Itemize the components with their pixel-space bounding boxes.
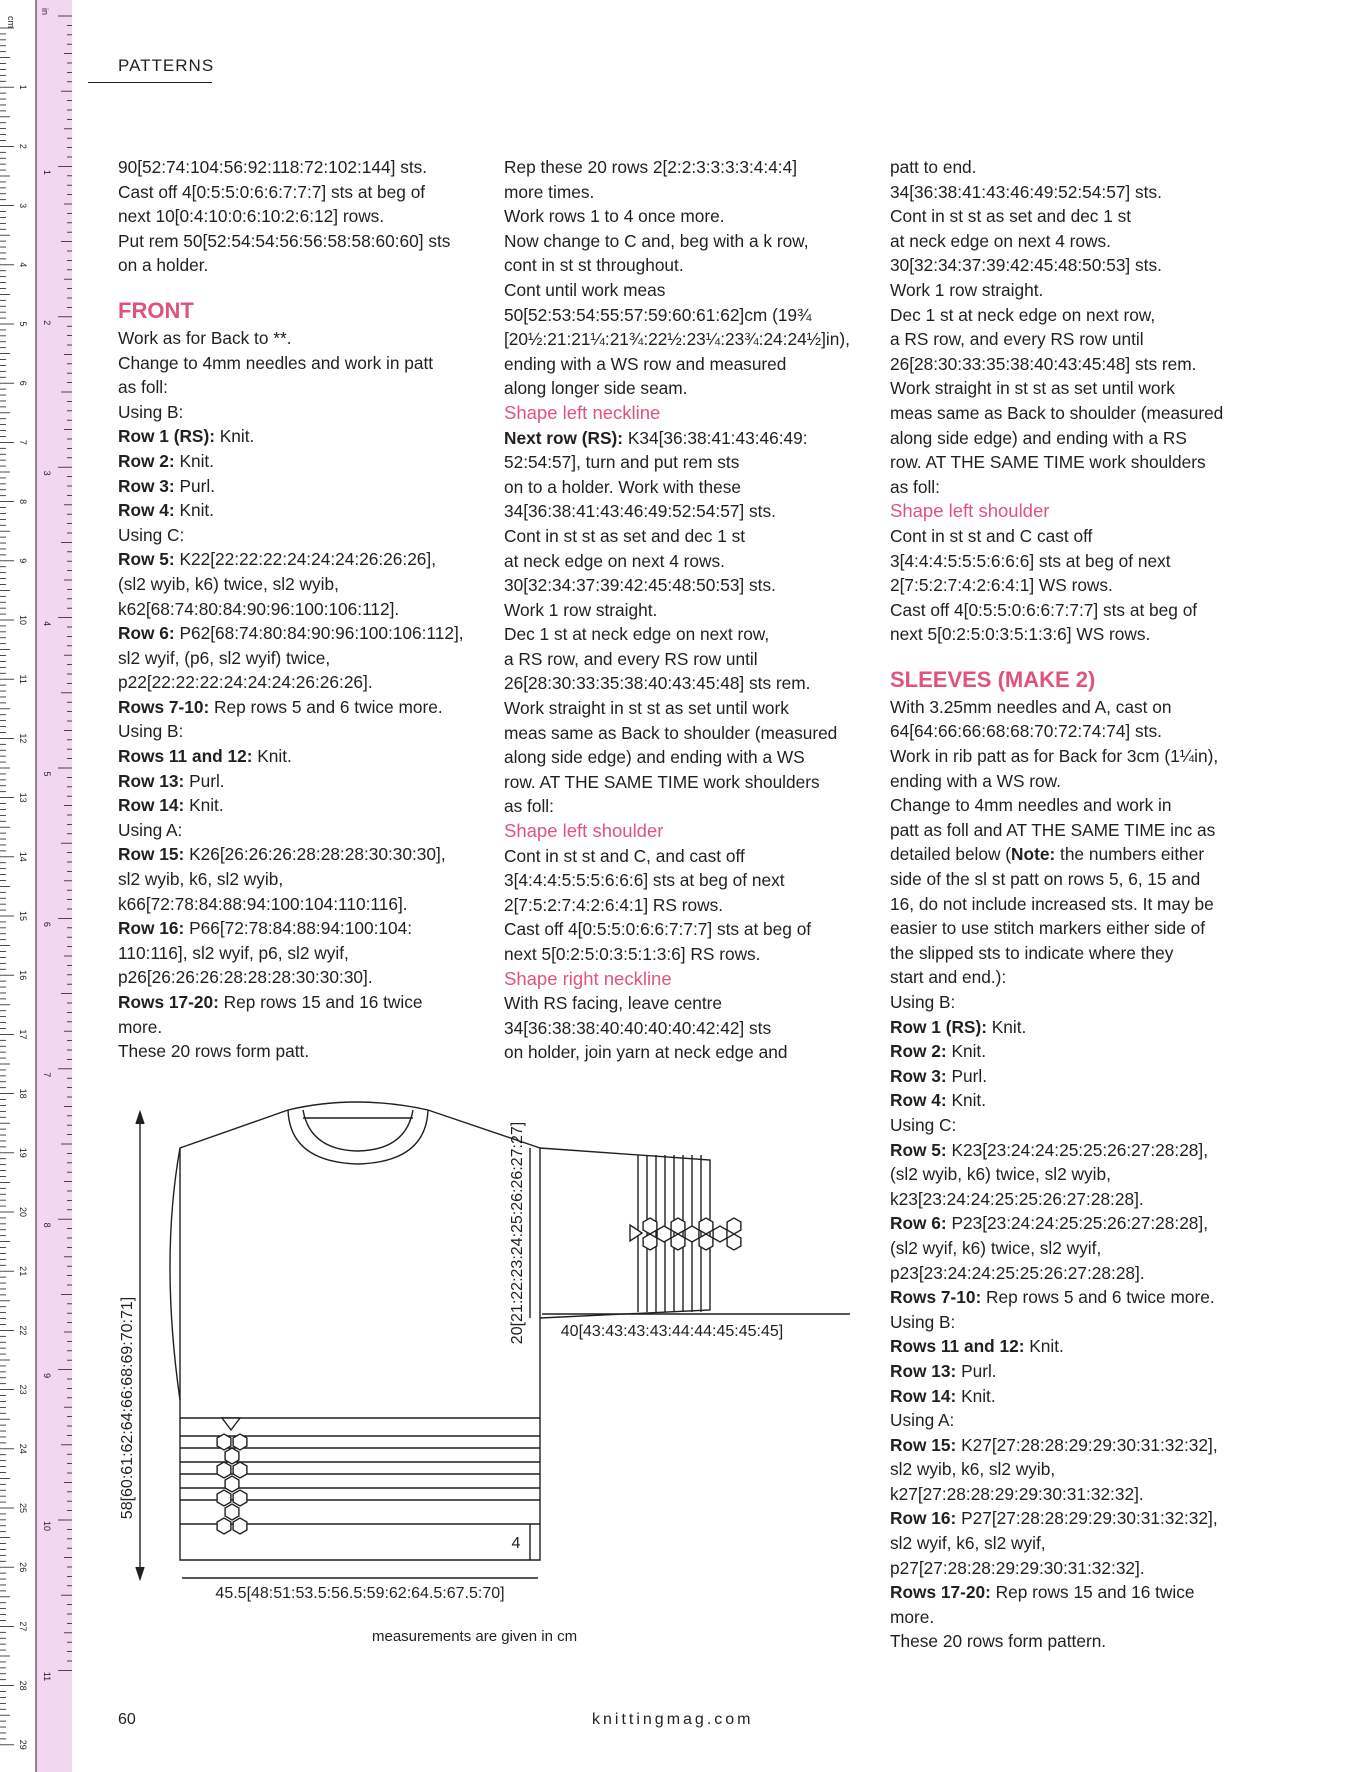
text-line: Using A: (890, 1410, 955, 1431)
text-line: Cont in st st and C, and cast off (504, 845, 745, 866)
ruler-in-label: 4 (42, 621, 52, 627)
text-column-3 (890, 155, 1250, 1654)
text-line: 30[32:34:37:39:42:45:48:50:53] sts. (890, 255, 1162, 276)
text-line: p26[26:26:26:28:28:28:30:30:30]. (118, 967, 373, 988)
ruler-in-label: 7 (42, 1072, 52, 1078)
hexagon-motif (233, 1518, 247, 1534)
text-line: 34[36:38:41:43:46:49:52:54:57] sts. (504, 501, 776, 522)
row-label: Rows 11 and 12: (890, 1336, 1025, 1357)
hexagon-motif (699, 1234, 713, 1250)
text-line: Using C: (890, 1114, 957, 1135)
neck-band (303, 1110, 413, 1151)
row-instruction (890, 1138, 1250, 1163)
text-line: next 5[0:2:5:0:3:5:1:3:6] RS rows. (504, 944, 761, 964)
ruler-cm-label: 20 (18, 1206, 28, 1218)
text-line: Cont until work meas (504, 279, 666, 300)
text-line: row. AT THE SAME TIME work shoulders (890, 452, 1206, 473)
hexagon-motif (233, 1490, 247, 1506)
text-line: 52:54:57], turn and put rem sts (504, 452, 740, 473)
text-line: start and end.): (890, 967, 1007, 988)
text-line: as foll: (118, 377, 168, 398)
row-text: K22[22:22:22:24:24:24:26:26:26], (174, 549, 437, 570)
row-label: Row 1 (RS): (890, 1016, 987, 1037)
text-line: 3[4:4:4:5:5:5:6:6:6] sts at beg of next (504, 870, 785, 891)
text-line: 2[7:5:2:7:4:2:6:4:1] WS rows. (890, 575, 1113, 596)
measuring-ruler (0, 0, 72, 1772)
hexagon-motif (217, 1490, 231, 1506)
row-text: Knit. (214, 426, 255, 447)
hexagon-motif (727, 1234, 741, 1250)
text-line: Work 1 row straight. (504, 599, 658, 620)
row-text: Knit. (946, 1090, 987, 1111)
page-number: 60 (118, 1711, 136, 1728)
ruler-in-label: 9 (42, 1373, 52, 1379)
text-line: Work straight in st st as set until work (504, 698, 789, 719)
row-text: Rep rows 15 and 16 twice (990, 1582, 1195, 1603)
ruler-cm-unit: cm (6, 16, 16, 28)
text-line: (sl2 wyif, k6) twice, sl2 wyif, (890, 1237, 1102, 1258)
ruler-cm-label: 5 (18, 321, 28, 327)
row-instruction (890, 1088, 1250, 1113)
text-line: Dec 1 st at neck edge on next row, (504, 624, 770, 645)
text-line: cont in st st throughout. (504, 255, 684, 276)
section-title: PATTERNS (118, 56, 215, 75)
ruler-cm-label: 3 (18, 203, 28, 209)
row-label: Row 5: (890, 1139, 947, 1160)
text-line: 3[4:4:4:5:5:5:6:6:6] sts at beg of next (890, 550, 1171, 571)
row-text: Knit. (174, 450, 215, 471)
text-line: These 20 rows form patt. (118, 1041, 310, 1062)
text-line: a RS row, and every RS row until (890, 329, 1144, 350)
text-line: more. (890, 1606, 935, 1627)
note-line (890, 842, 1250, 867)
text-line: sl2 wyif, (p6, sl2 wyif) twice, (118, 647, 331, 668)
text-line: p23[23:24:24:25:25:26:27:28:28]. (890, 1262, 1145, 1283)
row-text: Purl. (184, 770, 225, 791)
text-line: row. AT THE SAME TIME work shoulders (504, 771, 820, 792)
row-label: Row 3: (118, 475, 175, 496)
text-column-2 (504, 155, 864, 1065)
text-line: Cast off 4[0:5:5:0:6:6:7:7:7] sts at beg of (504, 919, 812, 940)
ruler-in-label: 5 (42, 771, 52, 777)
row-instruction (118, 695, 473, 720)
row-text: Rep rows 5 and 6 twice more. (209, 696, 443, 717)
text-line: These 20 rows form pattern. (890, 1631, 1107, 1652)
ruler-cm-label: 2 (18, 143, 28, 149)
text-line: next 5[0:2:5:0:3:5:1:3:6] WS rows. (890, 624, 1151, 645)
row-label: Row 2: (118, 450, 175, 471)
text-line: (sl2 wyib, k6) twice, sl2 wyib, (890, 1164, 1111, 1185)
ruler-cm-label: 26 (18, 1562, 28, 1573)
ruler-cm-label: 12 (18, 733, 28, 744)
row-text: Rep rows 15 and 16 twice (218, 992, 423, 1012)
row-text: Knit. (184, 795, 224, 816)
row-label: Rows 7-10: (118, 696, 210, 717)
row-label: Row 16: (118, 918, 185, 939)
row-instruction (118, 547, 473, 572)
row-text: P27[27:28:28:29:29:30:31:32:32], (956, 1508, 1218, 1529)
row-text: P62[68:74:80:84:90:96:100:106:112], (174, 623, 464, 644)
hexagon-motif (713, 1226, 727, 1242)
text-line: Cont in st st and C cast off (890, 525, 1093, 546)
text-line: Using A: (118, 819, 183, 840)
row-text: K27[27:28:28:29:29:30:31:32:32], (956, 1434, 1218, 1455)
hexagon-motif (233, 1434, 247, 1450)
ruler-cm-label: 19 (18, 1147, 28, 1158)
row-instruction (890, 1211, 1250, 1236)
front-heading: FRONT (118, 297, 194, 323)
row-instruction (118, 990, 473, 1015)
row-instruction (118, 498, 473, 523)
motif-triangle (222, 1418, 240, 1430)
ruler-in-label: 2 (42, 320, 52, 326)
text-line: sl2 wyib, k6, sl2 wyib, (890, 1459, 1056, 1480)
text-line: along longer side seam. (504, 378, 688, 399)
row-label: Row 5: (118, 549, 175, 570)
text-line: 110:116], sl2 wyif, p6, sl2 wyif, (118, 942, 349, 963)
text-column-1 (118, 155, 473, 1064)
text-line: meas same as Back to shoulder (measured (890, 402, 1224, 423)
ruler-cm-label: 29 (18, 1739, 28, 1750)
hexagon-motif (657, 1226, 671, 1242)
text-line: 26[28:30:33:35:38:40:43:45:48] sts rem. (890, 353, 1197, 374)
hexagon-motif (643, 1234, 657, 1250)
text-line: k27[27:28:28:29:29:30:31:32:32]. (890, 1483, 1144, 1504)
text-line: Using B: (118, 401, 184, 422)
row-instruction (118, 424, 473, 449)
text-line: Using B: (890, 992, 956, 1012)
ruler-cm-label: 1 (18, 84, 28, 90)
row-instruction (890, 1580, 1250, 1605)
ruler-in-label: 10 (42, 1520, 52, 1532)
row-label: Row 14: (890, 1385, 957, 1406)
text-line: With 3.25mm needles and A, cast on (890, 696, 1172, 717)
ruler-cm-label: 21 (18, 1266, 28, 1277)
text-line: a RS row, and every RS row until (504, 648, 758, 669)
text-line: along side edge) and ending with a RS (890, 427, 1187, 448)
hexagon-motif (217, 1434, 231, 1450)
ruler-in-unit: in (40, 8, 50, 16)
ruler-cm-label: 10 (18, 614, 28, 626)
row-instruction (890, 1039, 1250, 1064)
hexagon-motif (233, 1462, 247, 1478)
section-header (88, 56, 215, 83)
text-line: 50[52:53:54:55:57:59:60:61:62]cm (19¾ (504, 304, 812, 325)
ruler-cm-label: 25 (18, 1502, 28, 1514)
text-line: Change to 4mm needles and work in patt (118, 352, 434, 373)
row-label: Row 13: (118, 770, 185, 791)
ruler-cm-label: 28 (18, 1680, 28, 1691)
row-instruction (890, 1015, 1250, 1040)
rib-depth-label: 4 (511, 1535, 521, 1552)
text-line: as foll: (890, 476, 940, 497)
row-instruction (890, 1064, 1250, 1089)
text-line: easier to use stitch markers either side of (890, 918, 1206, 939)
hexagon-motif (217, 1462, 231, 1478)
row-text: K23[23:24:24:25:25:26:27:28:28], (946, 1139, 1209, 1160)
row-text: Knit. (252, 746, 292, 767)
text-span: detailed below ( (890, 844, 1012, 865)
row-label: Next row (RS): (504, 427, 624, 448)
text-line: 26[28:30:33:35:38:40:43:45:48] sts rem. (504, 673, 811, 694)
row-label: Row 4: (890, 1090, 947, 1111)
subheading-shape-right-neckline: Shape right neckline (504, 967, 672, 989)
row-text: Knit. (174, 500, 215, 521)
row-label: Row 15: (118, 844, 185, 865)
row-label: Row 14: (118, 795, 185, 816)
ruler-in-label: 11 (42, 1671, 52, 1682)
subheading-shape-left-shoulder: Shape left shoulder (504, 820, 664, 842)
ruler-in-label: 6 (42, 921, 52, 927)
text-line: Change to 4mm needles and work in (890, 795, 1172, 816)
text-line: next 10[0:4:10:0:6:10:2:6:12] rows. (118, 206, 385, 227)
row-instruction (890, 1285, 1250, 1310)
ruler-in-label: 3 (42, 470, 52, 476)
footer-site: knittingmag.com (592, 1711, 754, 1728)
text-line: Cont in st st as set and dec 1 st (504, 525, 746, 546)
text-line: Dec 1 st at neck edge on next row, (890, 304, 1156, 325)
ruler-cm-label: 13 (18, 792, 28, 803)
hexagon-motif (671, 1234, 685, 1250)
row-label: Row 6: (890, 1213, 947, 1234)
ruler-cm-label: 11 (18, 674, 28, 684)
text-line: Now change to C and, beg with a k row, (504, 230, 809, 251)
text-line: the slipped sts to indicate where they (890, 942, 1174, 963)
row-label: Row 4: (118, 500, 175, 521)
ruler-cm-label: 18 (18, 1088, 28, 1099)
text-line: Using B: (890, 1311, 956, 1332)
row-text: Purl. (956, 1360, 997, 1381)
ruler-cm-label: 15 (18, 910, 28, 922)
text-line: Rep these 20 rows 2[2:2:3:3:3:3:4:4:4] (504, 157, 798, 177)
text-line: 30[32:34:37:39:42:45:48:50:53] sts. (504, 575, 776, 596)
text-line: Work straight in st st as set until work (890, 378, 1175, 399)
hexagon-motif (217, 1518, 231, 1534)
ruler-cm-label: 4 (18, 262, 28, 268)
ruler-cm-label: 8 (18, 499, 28, 505)
text-line: patt to end. (890, 157, 977, 177)
row-text: Knit. (946, 1041, 987, 1062)
text-line: ending with a WS row. (890, 770, 1061, 791)
ruler-cm-label: 24 (18, 1443, 28, 1454)
row-label: Row 3: (890, 1065, 947, 1086)
text-line: on holder, join yarn at neck edge and (504, 1042, 788, 1063)
body-length-label: 58[60:61:62:64:66:68:69:70:71] (119, 1296, 136, 1520)
text-line: p22[22:22:22:24:24:24:26:26:26]. (118, 672, 373, 693)
row-instruction (118, 621, 473, 646)
row-label: Row 2: (890, 1041, 947, 1062)
ruler-cm-label: 27 (18, 1621, 28, 1632)
row-text: Knit. (986, 1016, 1027, 1037)
subheading-shape-left-neckline: Shape left neckline (504, 401, 661, 423)
text-line: k66[72:78:84:88:94:100:104:110:116]. (118, 893, 408, 914)
row-text: Rep rows 5 and 6 twice more. (981, 1287, 1215, 1308)
text-line: Using C: (118, 524, 185, 545)
hexagon-motif (225, 1504, 239, 1520)
row-instruction (890, 1359, 1250, 1384)
motif-triangle (630, 1225, 642, 1241)
ruler-cm-label: 22 (18, 1325, 28, 1336)
text-line: p27[27:28:28:29:29:30:31:32:32]. (890, 1557, 1145, 1578)
note-label: Note: (1011, 844, 1056, 865)
row-instruction (890, 1433, 1250, 1458)
ruler-cm-label: 14 (18, 851, 28, 862)
ruler-cm-label: 23 (18, 1384, 28, 1395)
row-instruction (118, 449, 473, 474)
ruler-cm-label: 9 (18, 558, 28, 564)
garment-schematic (110, 1100, 870, 1620)
row-instruction (890, 1334, 1250, 1359)
row-text: Purl. (174, 475, 215, 496)
ruler-cm-label: 17 (18, 1029, 28, 1040)
hexagon-motif (225, 1448, 239, 1464)
text-line: k62[68:74:80:84:90:96:100:106:112]. (118, 598, 400, 619)
ruler-in-label: 1 (42, 169, 52, 175)
row-instruction (118, 842, 473, 867)
text-line: meas same as Back to shoulder (measured (504, 722, 838, 743)
row-label: Rows 11 and 12: (118, 746, 253, 767)
text-line: Cont in st st as set and dec 1 st (890, 206, 1132, 227)
sleeves-heading: SLEEVES (MAKE 2) (890, 666, 1096, 692)
text-line: side of the sl st patt on rows 5, 6, 15 and (890, 869, 1201, 890)
row-label: Rows 17-20: (890, 1582, 991, 1603)
row-label: Row 1 (RS): (118, 426, 215, 447)
hexagon-motif (727, 1218, 741, 1234)
text-line: 16, do not include increased sts. It may be (890, 893, 1214, 914)
measurements-note: measurements are given in cm (372, 1628, 578, 1645)
text-line: at neck edge on next 4 rows. (890, 230, 1111, 251)
row-instruction (890, 1384, 1250, 1409)
text-line: (sl2 wyib, k6) twice, sl2 wyib, (118, 573, 339, 594)
text-line: more. (118, 1016, 163, 1037)
text-line: k23[23:24:24:25:25:26:27:28:28]. (890, 1188, 1144, 1209)
text-span: the numbers either (1055, 844, 1205, 865)
text-line: 34[36:38:41:43:46:49:52:54:57] sts. (890, 181, 1162, 202)
text-line: 64[64:66:66:68:68:70:72:74:74] sts. (890, 721, 1162, 742)
text-line: Work as for Back to **. (118, 327, 292, 348)
text-line: at neck edge on next 4 rows. (504, 550, 725, 571)
text-line: 34[36:38:38:40:40:40:40:42:42] sts (504, 1017, 772, 1038)
row-label: Row 16: (890, 1508, 957, 1529)
ruler-cm-label: 16 (18, 970, 28, 981)
armhole-depth-label: 20[21:22:23:24:25:26:26:27:27] (509, 1121, 526, 1345)
ruler-in-label: 8 (42, 1222, 52, 1228)
text-line: Put rem 50[52:54:54:56:56:58:58:60:60] sts (118, 230, 451, 251)
row-instruction (118, 793, 473, 818)
hexagon-motif (699, 1218, 713, 1234)
text-line: as foll: (504, 796, 554, 817)
text-line: Using B: (118, 721, 184, 742)
hexagon-motif (671, 1218, 685, 1234)
text-line: on a holder. (118, 255, 209, 276)
row-text: Knit. (956, 1385, 996, 1406)
row-instruction (118, 916, 473, 941)
row-text: K26[26:26:26:28:28:28:30:30:30], (184, 844, 446, 865)
hexagon-motif (685, 1226, 699, 1242)
text-line: on to a holder. Work with these (504, 476, 741, 497)
row-instruction (118, 474, 473, 499)
ruler-cm-label: 6 (18, 380, 28, 386)
hexagon-motif (643, 1218, 657, 1234)
text-line: Cast off 4[0:5:5:0:6:6:7:7:7] sts at beg of (890, 599, 1198, 620)
row-text: Purl. (946, 1065, 987, 1086)
text-line: Work in rib patt as for Back for 3cm (1¼in), (890, 746, 1219, 767)
text-line: along side edge) and ending with a WS (504, 747, 805, 768)
text-line: Work rows 1 to 4 once more. (504, 206, 725, 227)
row-text: P23[23:24:24:25:25:26:27:28:28], (946, 1213, 1209, 1234)
text-line: Cast off 4[0:5:5:0:6:6:7:7:7] sts at beg of (118, 181, 426, 202)
text-line: ending with a WS row and measured (504, 353, 787, 374)
text-line: sl2 wyib, k6, sl2 wyib, (118, 869, 284, 890)
row-instruction (890, 1506, 1250, 1531)
hexagon-motif (225, 1476, 239, 1492)
text-line: [20½:21:21¼:21¾:22½:23¼:23¾:24:24½]in), (504, 329, 850, 350)
width-label: 45.5[48:51:53.5:56.5:59:62:64.5:67.5:70] (215, 1585, 505, 1602)
text-line: Work 1 row straight. (890, 279, 1044, 300)
text-line: more times. (504, 181, 595, 202)
row-instruction (504, 426, 864, 451)
text-line: 90[52:74:104:56:92:118:72:102:144] sts. (118, 157, 428, 177)
row-label: Rows 17-20: (118, 992, 219, 1012)
ruler-cm-label: 7 (18, 439, 28, 445)
row-text: Knit. (1024, 1336, 1064, 1357)
row-label: Row 15: (890, 1434, 957, 1455)
subheading-shape-left-shoulder: Shape left shoulder (890, 500, 1050, 522)
row-instruction (118, 769, 473, 794)
text-line: sl2 wyif, k6, sl2 wyif, (890, 1533, 1046, 1554)
row-label: Row 6: (118, 623, 175, 644)
row-text: K34[36:38:41:43:46:49: (623, 427, 808, 448)
text-line: With RS facing, leave centre (504, 993, 723, 1014)
text-line: patt as foll and AT THE SAME TIME inc as (890, 819, 1216, 840)
sleeve-length-label: 40[43:43:43:43:44:44:45:45:45] (560, 1323, 784, 1340)
text-line: 2[7:5:2:7:4:2:6:4:1] RS rows. (504, 894, 724, 915)
row-label: Rows 7-10: (890, 1287, 982, 1308)
row-text: P66[72:78:84:88:94:100:104: (184, 918, 413, 939)
row-instruction (118, 744, 473, 769)
row-label: Row 13: (890, 1360, 957, 1381)
